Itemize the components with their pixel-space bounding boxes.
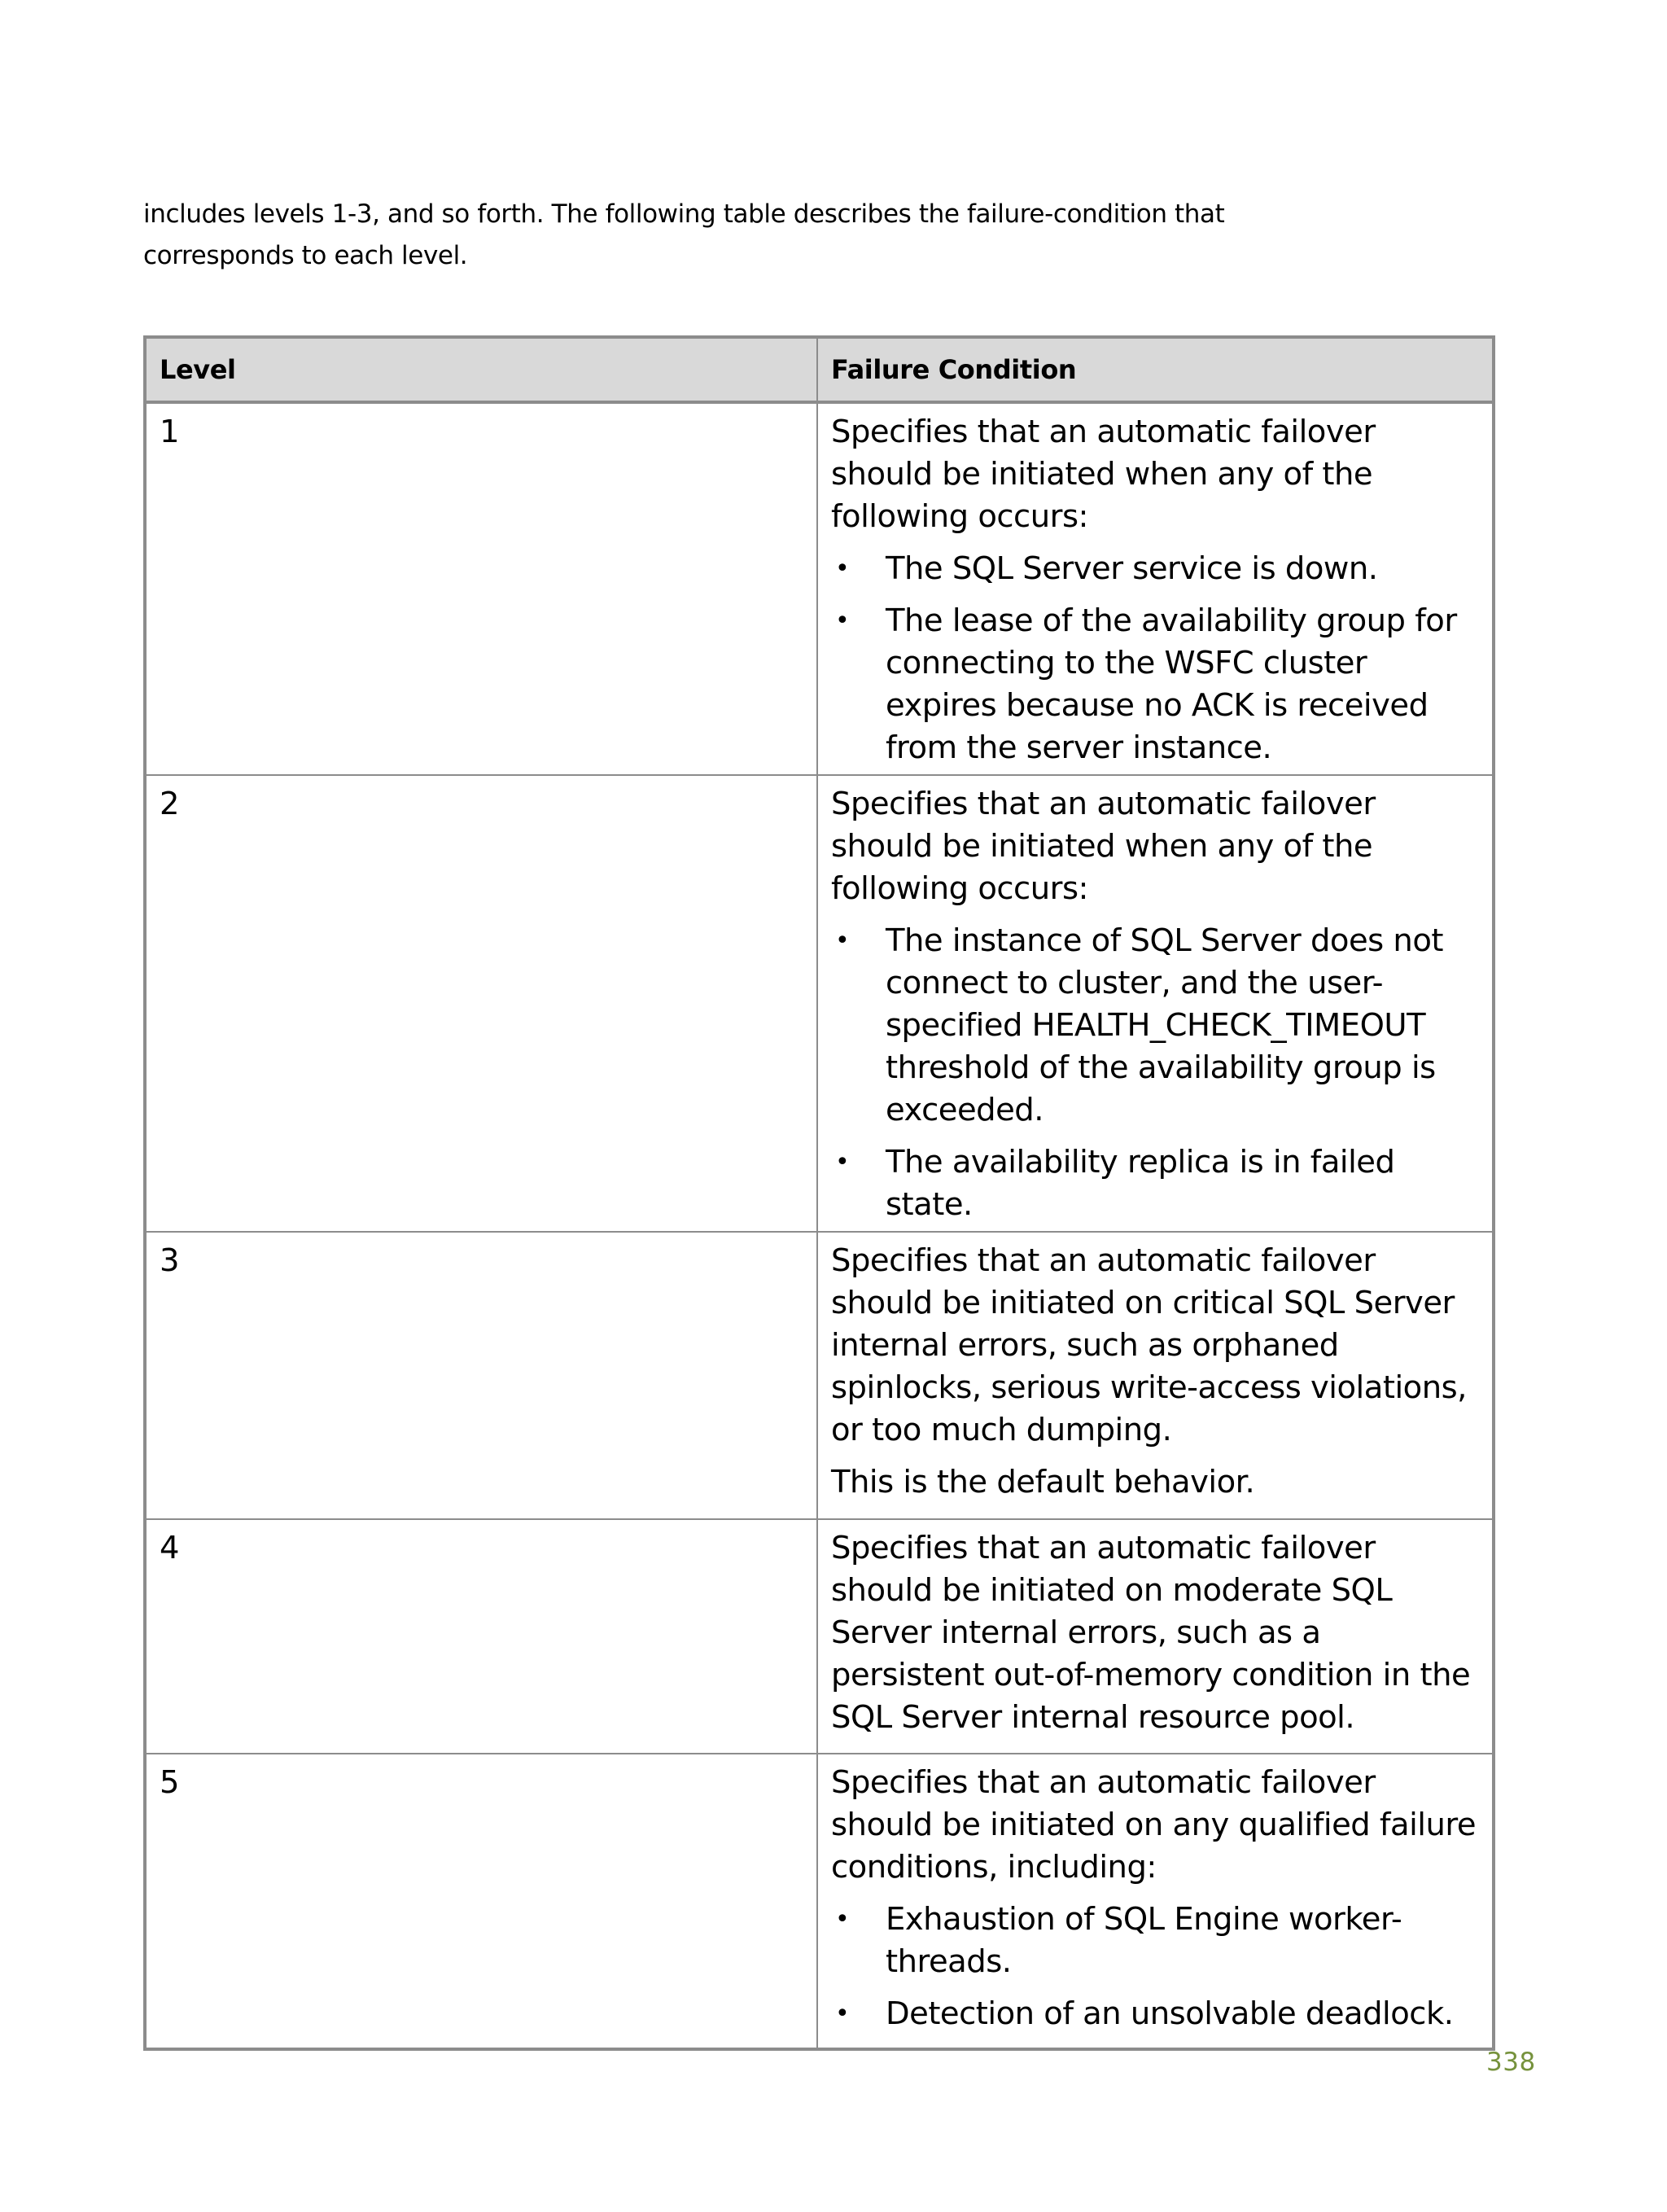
bullet-text: Exhaustion of SQL Engine worker-threads.: [886, 1901, 1402, 1980]
condition-cell: [817, 1754, 1494, 2049]
bullet-item: [831, 1899, 1481, 1983]
condition-bullet-list: [831, 1899, 1481, 2035]
bullet-item: [831, 1993, 1481, 2035]
page-number: 338: [1486, 2048, 1536, 2077]
table-row: [145, 1232, 1494, 1519]
level-cell: 2: [145, 775, 817, 1232]
failure-condition-table: [143, 335, 1495, 2051]
condition-text: Specifies that an automatic failover should be initiated on any qualified failure conditions, including:: [831, 1764, 1477, 1886]
condition-cell: [817, 1232, 1494, 1519]
level-cell: 4: [145, 1519, 817, 1754]
level-cell: 3: [145, 1232, 817, 1519]
bullet-icon: •: [835, 1905, 850, 1934]
intro-paragraph: [143, 194, 1283, 277]
header-failure-condition: Failure Condition: [817, 337, 1494, 402]
table-header-row: [145, 337, 1494, 402]
intro-line-1: includes levels 1-3, and so forth. The following table describes the failure-condition that: [143, 199, 1225, 229]
bullet-icon: •: [835, 1148, 850, 1176]
bullet-item: [831, 1141, 1481, 1226]
table-row: [145, 775, 1494, 1232]
header-level: Level: [145, 337, 817, 402]
condition-text: Specifies that an automatic failover should be initiated when any of the following occurs:: [831, 414, 1376, 535]
table-row: [145, 1754, 1494, 2049]
bullet-text: Detection of an unsolvable deadlock.: [886, 1995, 1454, 2032]
condition-cell: [817, 775, 1494, 1232]
bullet-item: [831, 920, 1481, 1132]
bullet-text: The lease of the availability group for connecting to the WSFC cluster expires because no ACK is received from the server instance.: [886, 602, 1457, 766]
intro-line-2: corresponds to each level.: [143, 241, 468, 270]
table-row: [145, 1519, 1494, 1754]
bullet-text: The availability replica is in failed state.: [886, 1144, 1395, 1223]
condition-text: Specifies that an automatic failover should be initiated when any of the following occurs:: [831, 786, 1376, 907]
level-cell: 5: [145, 1754, 817, 2049]
condition-cell: [817, 1519, 1494, 1754]
bullet-text: The instance of SQL Server does not connect to cluster, and the user-specified HEALTH_CHECK_TIMEOUT threshold of the availability group is exceeded.: [886, 922, 1443, 1128]
condition-cell: [817, 402, 1494, 775]
condition-text: Specifies that an automatic failover should be initiated on moderate SQL Server internal errors, such as a persistent out-of-memory condition in the SQL Server internal resource pool.: [831, 1530, 1471, 1736]
condition-text: Specifies that an automatic failover should be initiated on critical SQL Server internal errors, such as orphaned spinlocks, serious write-access violations, or too much dumping.: [831, 1242, 1467, 1448]
bullet-icon: •: [835, 926, 850, 955]
bullet-item: [831, 548, 1481, 590]
condition-bullet-list: [831, 920, 1481, 1226]
table-row: [145, 402, 1494, 775]
level-cell: 1: [145, 402, 817, 775]
bullet-icon: •: [835, 554, 850, 583]
bullet-icon: •: [835, 607, 850, 635]
bullet-text: The SQL Server service is down.: [886, 550, 1378, 587]
condition-bullet-list: [831, 548, 1481, 769]
condition-note: This is the default behavior.: [831, 1464, 1255, 1500]
bullet-item: [831, 600, 1481, 769]
bullet-icon: •: [835, 2000, 850, 2028]
